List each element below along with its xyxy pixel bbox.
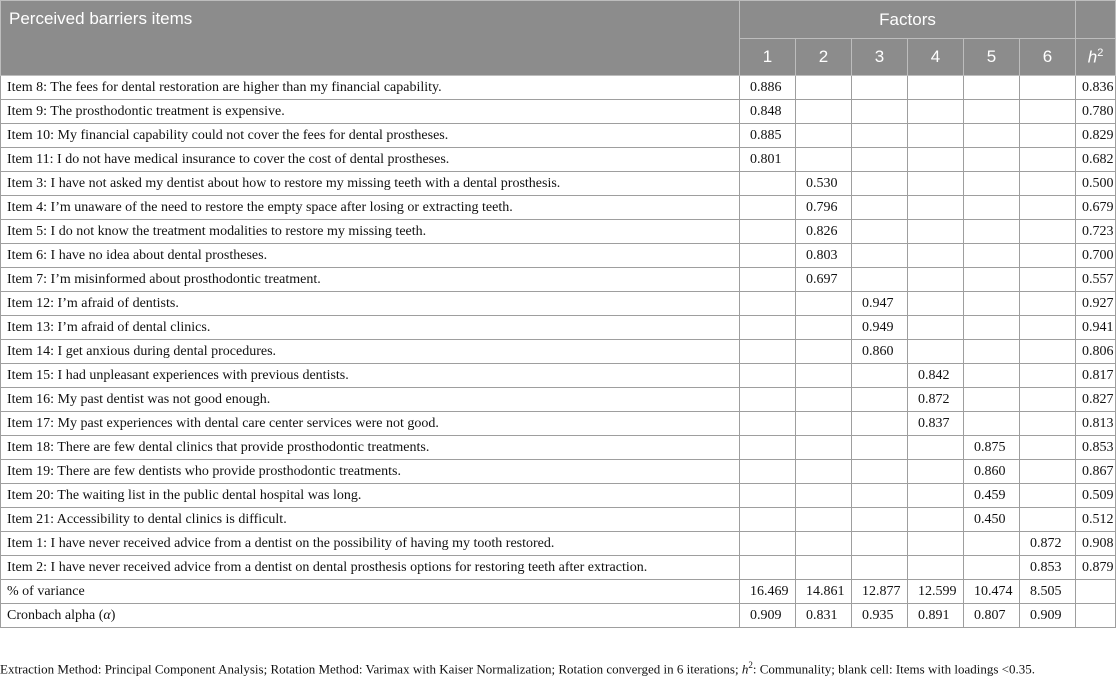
communality-value: 0.927 [1076,292,1116,316]
factor-4-loading [908,196,964,220]
item-label: Item 18: There are few dental clinics that provide prosthodontic treatments. [1,436,740,460]
factor-3-loading [852,76,908,100]
item-label: Item 4: I’m unaware of the need to restore the empty space after losing or extracting teeth. [1,196,740,220]
factor-6-loading: 0.853 [1020,556,1076,580]
item-label: Item 15: I had unpleasant experiences with previous dentists. [1,364,740,388]
factor-1-loading [740,460,796,484]
factor-6-loading [1020,292,1076,316]
factor-3-loading [852,508,908,532]
table-header [1,1,1116,76]
factor-2-loading [796,460,852,484]
communality-value: 0.557 [1076,268,1116,292]
factor-5-loading [964,244,1020,268]
table-row [1,532,1116,556]
items-column-header: Perceived barriers items [1,1,740,76]
factor-1-loading: 0.886 [740,76,796,100]
factor-3-loading [852,484,908,508]
item-label: Item 10: My financial capability could not cover the fees for dental prostheses. [1,124,740,148]
item-label: Item 1: I have never received advice from a dentist on the possibility of having my tooth restored. [1,532,740,556]
factor-3-loading [852,364,908,388]
factor-5-loading [964,556,1020,580]
communality-value: 0.509 [1076,484,1116,508]
factor-6-alpha: 0.909 [1020,604,1076,628]
factor-3-loading [852,460,908,484]
factor-6-loading [1020,364,1076,388]
table-row [1,412,1116,436]
item-label: Item 5: I do not know the treatment modalities to restore my missing teeth. [1,220,740,244]
communality-value: 0.682 [1076,148,1116,172]
factors-column-header: Factors [740,1,1076,39]
table-row [1,436,1116,460]
factor-6-loading [1020,412,1076,436]
communality-value: 0.867 [1076,460,1116,484]
item-label: Item 9: The prosthodontic treatment is expensive. [1,100,740,124]
factor-1-loading [740,484,796,508]
factor-1-loading: 0.885 [740,124,796,148]
factor-6-loading [1020,196,1076,220]
factor-2-loading [796,124,852,148]
factor-2-loading [796,364,852,388]
factor-5-loading: 0.875 [964,436,1020,460]
factor-6-loading [1020,100,1076,124]
footnote-h-base: h [741,661,749,677]
factor-1-loading [740,172,796,196]
factor-4-loading [908,100,964,124]
factor-3-loading [852,388,908,412]
factor-3-variance: 12.877 [852,580,908,604]
factor-3-alpha: 0.935 [852,604,908,628]
communality-header [1076,39,1116,76]
factor-2-loading [796,148,852,172]
factor-4-loading: 0.872 [908,388,964,412]
table-row [1,76,1116,100]
factor-1-loading [740,364,796,388]
factor-6-variance: 8.505 [1020,580,1076,604]
factor-2-loading [796,532,852,556]
communality-value: 0.512 [1076,508,1116,532]
factor-3-loading [852,172,908,196]
factor-2-variance: 14.861 [796,580,852,604]
factor-3-loading [852,268,908,292]
factor-1-loading [740,508,796,532]
table-row [1,196,1116,220]
factor-1-loading [740,532,796,556]
table-footnote [0,656,1110,678]
factor-5-loading: 0.860 [964,460,1020,484]
factor-2-loading: 0.826 [796,220,852,244]
factor-1-loading [740,196,796,220]
factor-2-alpha: 0.831 [796,604,852,628]
item-label: Item 7: I’m misinformed about prosthodontic treatment. [1,268,740,292]
factor-1-loading: 0.848 [740,100,796,124]
table-row [1,220,1116,244]
factor-2-loading: 0.530 [796,172,852,196]
factor-3-loading [852,436,908,460]
communality-value: 0.700 [1076,244,1116,268]
communality-value: 0.500 [1076,172,1116,196]
factor-4-loading [908,268,964,292]
factor-3-loading [852,100,908,124]
factor-2-loading: 0.796 [796,196,852,220]
factor-5-loading [964,76,1020,100]
factor-5-loading [964,364,1020,388]
factor-2-loading [796,484,852,508]
factor-4-loading [908,508,964,532]
factor-6-loading [1020,124,1076,148]
alpha-symbol: α [103,608,111,623]
factor-1-loading [740,556,796,580]
factor-1-header: 1 [740,39,796,76]
table-row [1,316,1116,340]
alpha-label-prefix: Cronbach alpha ( [7,608,104,623]
factor-2-loading [796,388,852,412]
factor-4-loading [908,340,964,364]
communality-sup: 2 [1097,46,1104,59]
factor-3-loading [852,124,908,148]
factor-4-loading [908,316,964,340]
item-label: Item 21: Accessibility to dental clinics is difficult. [1,508,740,532]
communality-value: 0.813 [1076,412,1116,436]
factor-1-loading [740,268,796,292]
footnote-part1: Extraction Method: Principal Component Analysis; Rotation Method: Varimax with Kaiser Normalization; Rotation converged in 6 iterations; [0,661,742,677]
factor-2-loading [796,316,852,340]
factor-5-loading: 0.450 [964,508,1020,532]
factor-2-loading [796,556,852,580]
factor-4-loading: 0.842 [908,364,964,388]
item-label: Item 17: My past experiences with dental care center services were not good. [1,412,740,436]
table-row [1,364,1116,388]
communality-value: 0.836 [1076,76,1116,100]
factor-2-loading [796,100,852,124]
communality-value: 0.853 [1076,436,1116,460]
variance-row [1,580,1116,604]
factor-4-loading [908,244,964,268]
factor-5-loading [964,148,1020,172]
factor-5-loading [964,340,1020,364]
factor-5-loading [964,196,1020,220]
factor-3-header: 3 [852,39,908,76]
factor-6-header: 6 [1020,39,1076,76]
item-label: Item 13: I’m afraid of dental clinics. [1,316,740,340]
factor-1-variance: 16.469 [740,580,796,604]
factor-6-loading: 0.872 [1020,532,1076,556]
factor-5-loading [964,172,1020,196]
factor-1-loading [740,340,796,364]
communality-base: h [1087,47,1098,67]
communality-value: 0.723 [1076,220,1116,244]
communality-value: 0.908 [1076,532,1116,556]
factor-4-loading [908,76,964,100]
factor-1-loading [740,412,796,436]
communality-value: 0.679 [1076,196,1116,220]
variance-h2-cell [1076,580,1116,604]
factor-4-loading [908,436,964,460]
factor-3-loading: 0.949 [852,316,908,340]
communality-value: 0.817 [1076,364,1116,388]
factor-6-loading [1020,388,1076,412]
factor-2-loading [796,412,852,436]
item-label: Item 20: The waiting list in the public dental hospital was long. [1,484,740,508]
table-row [1,244,1116,268]
factor-3-loading: 0.860 [852,340,908,364]
table-row [1,292,1116,316]
factor-4-loading [908,220,964,244]
factor-5-loading [964,388,1020,412]
item-label: Item 3: I have not asked my dentist about how to restore my missing teeth with a dental prosthesis. [1,172,740,196]
table-row [1,124,1116,148]
factor-5-header: 5 [964,39,1020,76]
table-body [1,76,1116,628]
factor-4-loading [908,172,964,196]
factor-2-loading: 0.803 [796,244,852,268]
factor-4-loading [908,148,964,172]
item-label: Item 12: I’m afraid of dentists. [1,292,740,316]
factor-2-loading [796,436,852,460]
factor-3-loading [852,412,908,436]
alpha-label [1,604,740,628]
factor-3-loading [852,220,908,244]
item-label: Item 16: My past dentist was not good enough. [1,388,740,412]
factor-6-loading [1020,220,1076,244]
factor-1-loading [740,388,796,412]
factor-3-loading: 0.947 [852,292,908,316]
factor-5-loading [964,268,1020,292]
factor-3-loading [852,556,908,580]
factor-4-loading [908,556,964,580]
factor-4-loading [908,460,964,484]
table-row [1,460,1116,484]
communality-value: 0.806 [1076,340,1116,364]
factor-6-loading [1020,460,1076,484]
factor-4-header: 4 [908,39,964,76]
factor-5-loading [964,532,1020,556]
factor-6-loading [1020,436,1076,460]
factor-3-loading [852,196,908,220]
factor-4-loading [908,292,964,316]
factor-2-loading [796,340,852,364]
factor-1-loading [740,220,796,244]
factor-6-loading [1020,268,1076,292]
factor-2-loading [796,508,852,532]
item-label: Item 19: There are few dentists who provide prosthodontic treatments. [1,460,740,484]
table-row [1,484,1116,508]
table-row [1,508,1116,532]
communality-value: 0.780 [1076,100,1116,124]
h2-header-top [1076,1,1116,39]
factor-3-loading [852,244,908,268]
factor-6-loading [1020,76,1076,100]
table-row [1,268,1116,292]
factor-6-loading [1020,244,1076,268]
factor-3-loading [852,532,908,556]
factor-2-header: 2 [796,39,852,76]
factor-1-loading [740,436,796,460]
factor-4-loading: 0.837 [908,412,964,436]
factor-5-loading [964,412,1020,436]
factor-4-variance: 12.599 [908,580,964,604]
factor-6-loading [1020,340,1076,364]
factor-6-loading [1020,172,1076,196]
factor-4-loading [908,484,964,508]
item-label: Item 6: I have no idea about dental prostheses. [1,244,740,268]
alpha-row [1,604,1116,628]
table-row [1,172,1116,196]
footnote-part2: : Communality; blank cell: Items with loadings <0.35. [752,661,1035,677]
factor-2-loading [796,292,852,316]
factor-3-loading [852,148,908,172]
factor-5-loading [964,100,1020,124]
communality-value: 0.827 [1076,388,1116,412]
item-label: Item 2: I have never received advice from a dentist on dental prosthesis options for restoring teeth after extraction. [1,556,740,580]
communality-value: 0.879 [1076,556,1116,580]
factor-5-loading [964,220,1020,244]
table-row [1,556,1116,580]
factor-4-alpha: 0.891 [908,604,964,628]
footnote-h-sup: 2 [748,660,753,670]
factor-5-loading [964,316,1020,340]
communality-value: 0.829 [1076,124,1116,148]
variance-label: % of variance [1,580,740,604]
item-label: Item 14: I get anxious during dental procedures. [1,340,740,364]
factor-6-loading [1020,484,1076,508]
factor-1-loading [740,316,796,340]
alpha-h2-cell [1076,604,1116,628]
factor-5-variance: 10.474 [964,580,1020,604]
factor-4-loading [908,124,964,148]
table-row [1,340,1116,364]
communality-value: 0.941 [1076,316,1116,340]
table-row [1,148,1116,172]
factor-6-loading [1020,148,1076,172]
factor-5-loading [964,292,1020,316]
table-row [1,100,1116,124]
factor-1-loading [740,244,796,268]
alpha-label-suffix: ) [110,608,116,623]
factor-6-loading [1020,508,1076,532]
factor-1-loading [740,292,796,316]
factor-2-loading [796,76,852,100]
factor-5-loading [964,124,1020,148]
item-label: Item 8: The fees for dental restoration are higher than my financial capability. [1,76,740,100]
factor-1-alpha: 0.909 [740,604,796,628]
table-row [1,388,1116,412]
factor-5-loading: 0.459 [964,484,1020,508]
factor-5-alpha: 0.807 [964,604,1020,628]
factor-1-loading: 0.801 [740,148,796,172]
factor-6-loading [1020,316,1076,340]
factor-4-loading [908,532,964,556]
item-label: Item 11: I do not have medical insurance to cover the cost of dental prostheses. [1,148,740,172]
factor-2-loading: 0.697 [796,268,852,292]
